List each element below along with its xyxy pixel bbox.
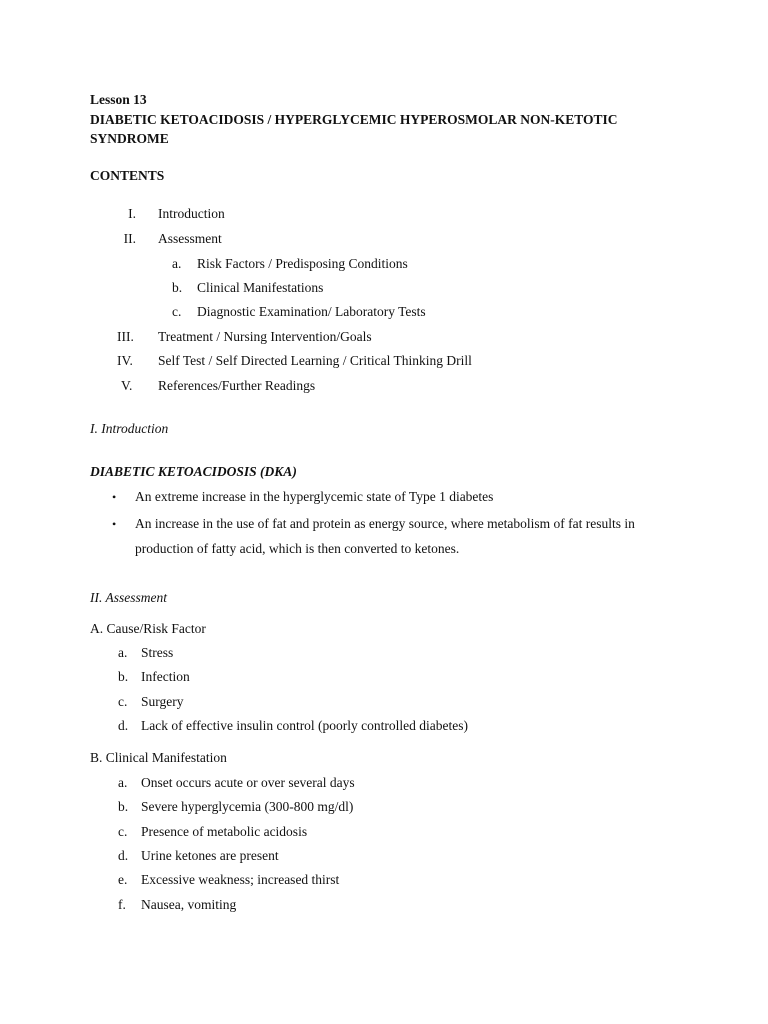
list-item: Severe hyperglycemia (300-800 mg/dl) bbox=[141, 799, 354, 814]
list-item: Presence of metabolic acidosis bbox=[141, 824, 308, 839]
intro-heading: I. Introduction bbox=[90, 421, 169, 436]
intro-bullet: An extreme increase in the hyperglycemic state of Type 1 diabetes bbox=[135, 489, 494, 504]
list-letter: a. bbox=[118, 775, 128, 790]
contents-num: III. bbox=[117, 329, 134, 344]
lesson-title-line2: SYNDROME bbox=[90, 131, 169, 146]
contents-subletter: c. bbox=[172, 304, 182, 319]
contents-heading: CONTENTS bbox=[90, 168, 165, 183]
list-item: Onset occurs acute or over several days bbox=[141, 775, 355, 790]
assessment-heading: II. Assessment bbox=[90, 590, 167, 605]
bullet-dot: • bbox=[112, 490, 117, 504]
list-item: Surgery bbox=[141, 694, 184, 709]
contents-subitem: Diagnostic Examination/ Laboratory Tests bbox=[197, 304, 426, 319]
list-letter: e. bbox=[118, 872, 128, 887]
lesson-title-line1: DIABETIC KETOACIDOSIS / HYPERGLYCEMIC HYPEROSMOLAR NON-KETOTIC bbox=[90, 112, 618, 127]
cause-heading: A. Cause/Risk Factor bbox=[90, 621, 206, 636]
dka-heading: DIABETIC KETOACIDOSIS (DKA) bbox=[90, 464, 297, 479]
lesson-label: Lesson 13 bbox=[90, 92, 147, 107]
contents-item: Treatment / Nursing Intervention/Goals bbox=[158, 329, 372, 344]
contents-subletter: a. bbox=[172, 256, 182, 271]
list-letter: d. bbox=[118, 718, 129, 733]
contents-item: References/Further Readings bbox=[158, 378, 316, 393]
list-item: Lack of effective insulin control (poorly controlled diabetes) bbox=[141, 718, 469, 733]
list-letter: f. bbox=[118, 897, 126, 912]
list-item: Nausea, vomiting bbox=[141, 897, 237, 912]
list-letter: c. bbox=[118, 694, 128, 709]
contents-num: V. bbox=[121, 378, 133, 393]
intro-bullet: An increase in the use of fat and protein as energy source, where metabolism of fat results in bbox=[135, 516, 635, 531]
contents-item: Introduction bbox=[158, 206, 225, 221]
clinical-heading: B. Clinical Manifestation bbox=[90, 750, 227, 765]
contents-num: II. bbox=[123, 231, 136, 246]
contents-item: Self Test / Self Directed Learning / Critical Thinking Drill bbox=[158, 353, 472, 368]
list-item: Infection bbox=[141, 669, 190, 684]
contents-num: I. bbox=[128, 206, 136, 221]
list-letter: a. bbox=[118, 645, 128, 660]
list-item: Urine ketones are present bbox=[141, 848, 279, 863]
bullet-dot: • bbox=[112, 517, 117, 531]
list-letter: d. bbox=[118, 848, 129, 863]
intro-bullet-continuation: production of fatty acid, which is then converted to ketones. bbox=[135, 541, 460, 556]
list-letter: c. bbox=[118, 824, 128, 839]
list-letter: b. bbox=[118, 799, 129, 814]
list-item: Stress bbox=[141, 645, 174, 660]
list-item: Excessive weakness; increased thirst bbox=[141, 872, 340, 887]
contents-num: IV. bbox=[117, 353, 133, 368]
contents-subletter: b. bbox=[172, 280, 183, 295]
contents-item: Assessment bbox=[158, 231, 222, 246]
contents-subitem: Clinical Manifestations bbox=[197, 280, 324, 295]
list-letter: b. bbox=[118, 669, 129, 684]
contents-subitem: Risk Factors / Predisposing Conditions bbox=[197, 256, 408, 271]
